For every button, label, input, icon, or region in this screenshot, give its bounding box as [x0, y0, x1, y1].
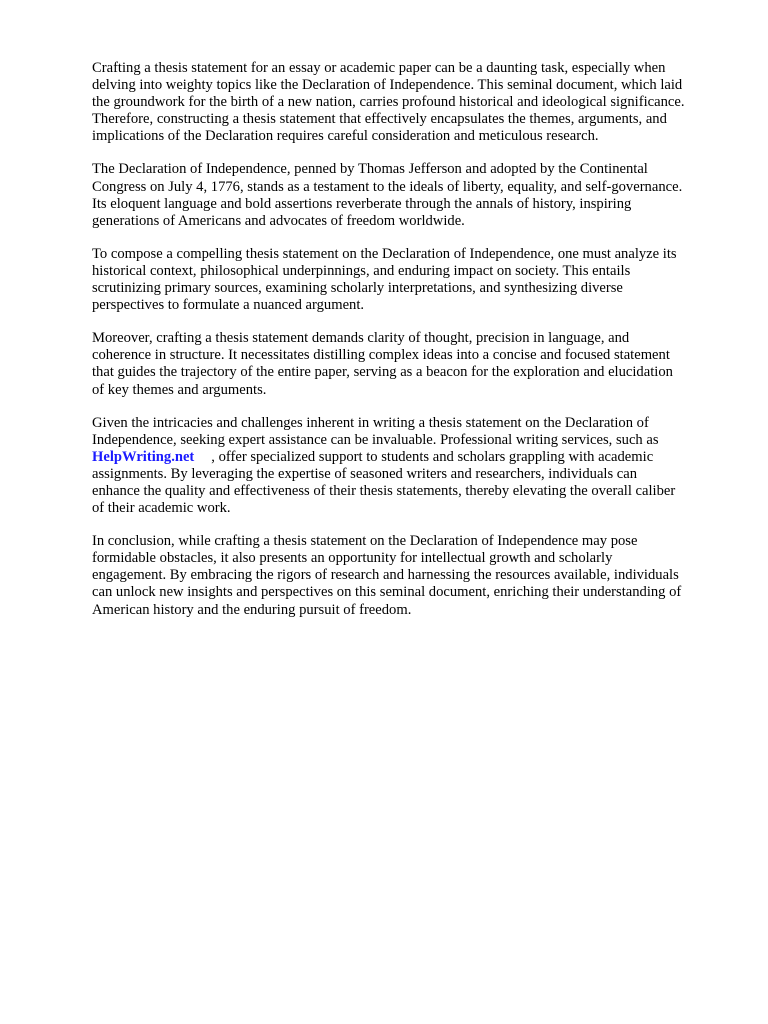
paragraph-conclusion: In conclusion, while crafting a thesis statement on the Declaration of Independence may pose formidable obstacles, it also presents an opportunity for intellectual growth and scholarly engagement. By embracing the rigors of research and harnessing the resources available, individuals can unlock new insights and perspectives on this seminal document, enriching their understanding of American history and the enduring pursuit of freedom. — [92, 533, 682, 618]
paragraph-intro: Crafting a thesis statement for an essay or academic paper can be a daunting task, especially when delving into weighty topics like the Declaration of Independence. This seminal document, which laid the groundwork for the birth of a new nation, carries profound historical and ideological significance. Therefore, constructing a thesis statement that effectively encapsulates the themes, arguments, and implications of the Declaration requires careful consideration and meticulous research. — [92, 60, 685, 145]
helpwriting-link[interactable]: HelpWriting.net — [92, 448, 195, 465]
paragraph-compose-thesis: To compose a compelling thesis statement on the Declaration of Independence, one must analyze its historical context, philosophical underpinnings, and enduring impact on society. This entails scrutinizing primary sources, examining scholarly interpretations, and synthesizing diverse perspectives to formulate a nuanced argument. — [92, 245, 677, 314]
paragraph-expert-assistance — [92, 415, 732, 518]
paragraph-text-before-link: Given the intricacies and challenges inherent in writing a thesis statement on the Declaration of Independence, seeking expert assistance can be invaluable. Professional writing services, such as — [92, 414, 659, 448]
paragraph-declaration-history: The Declaration of Independence, penned by Thomas Jefferson and adopted by the Continental Congress on July 4, 1776, stands as a testament to the ideals of liberty, equality, and self-governance. Its eloquent language and bold assertions reverberate through the annals of history, inspiring generations of Americans and advocates of freedom worldwide. — [92, 161, 683, 229]
document-body — [92, 60, 732, 635]
paragraph-clarity: Moreover, crafting a thesis statement demands clarity of thought, precision in language, and coherence in structure. It necessitates distilling complex ideas into a concise and focused statement that guides the trajectory of the entire paper, serving as a beacon for the exploration and elucidation of key themes and arguments. — [92, 330, 673, 398]
paragraph-text-after-link: , offer specialized support to students and scholars grappling with academic assignments. By leveraging the expertise of seasoned writers and researchers, individuals can enhance the quality and effectiveness of their thesis statements, thereby elevating the overall caliber of their academic work. — [92, 448, 676, 517]
